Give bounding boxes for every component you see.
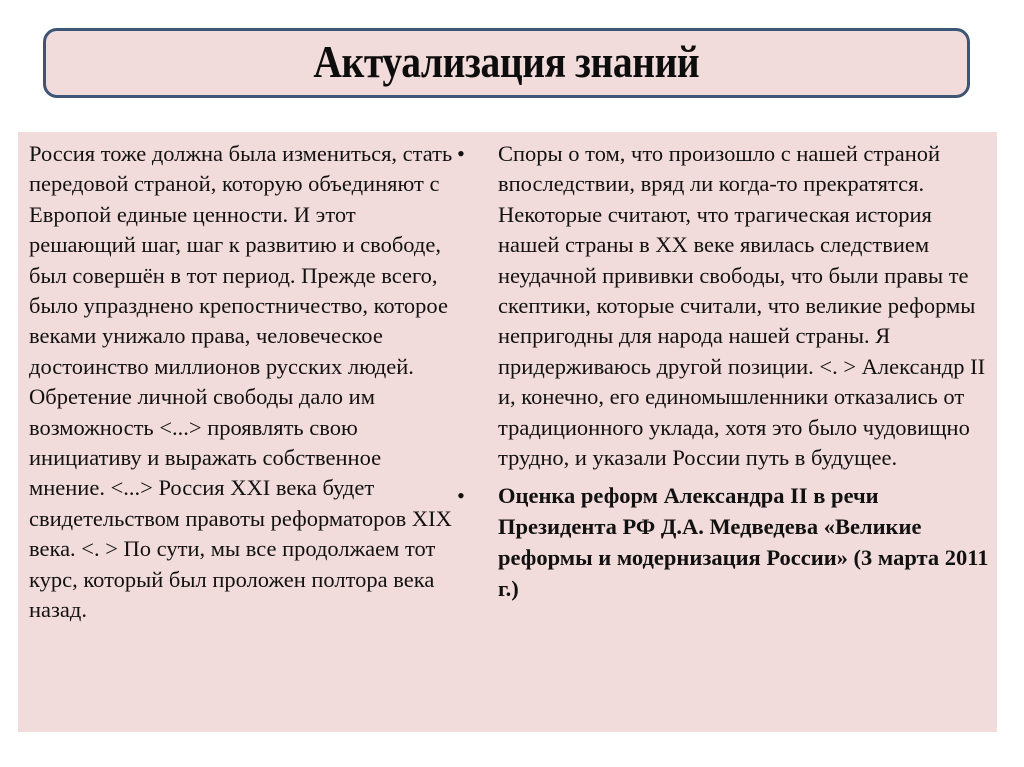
right-column (457, 139, 997, 605)
bullet-item-quote (457, 139, 997, 473)
bullet-text: Споры о том, что произошло с нашей страной впоследствии, вряд ли когда-то прекратятся. Некоторые считают, что трагическая история нашей страны в XX веке явилась следствием неудачной прививки свободы, что были правы те скептики, которые считали, что великие реформы непригодны для народа нашей страны. Я придерживаюсь другой позиции. <. > Александр II и, конечно, его единомышленники отказались от традиционного уклада, хотя это было чудовищно трудно, и указали России путь в будущее. (498, 141, 986, 471)
title-box (43, 28, 970, 98)
content-panel (18, 132, 997, 732)
bullet-icon: • (457, 141, 465, 166)
bullet-icon: • (457, 483, 465, 509)
slide-title: Актуализация знаний (313, 35, 700, 87)
bullet-text-source: Оценка реформ Александра II в речи Президента РФ Д.А. Медведева «Великие реформы и модернизация России» (3 марта 2011 г.) (498, 483, 989, 601)
left-column-quote: Россия тоже должна была измениться, стать передовой страной, которую объединяют с Европой единые ценности. И этот решающий шаг, шаг к развитию и свободе, был совершён в тот период. Прежде всего, было упразднено крепостничество, которое веками унижало права, человеческое достоинство миллионов русских людей. Обретение личной свободы дало им возможность <...> проявлять свою инициативу и выражать собственное мнение. <...> Россия XXI века будет свидетельством правоты реформаторов XIX века. <. > По сути, мы все продолжаем тот курс, который был проложен полтора века назад. (29, 141, 453, 623)
bullet-item-source (457, 481, 997, 604)
